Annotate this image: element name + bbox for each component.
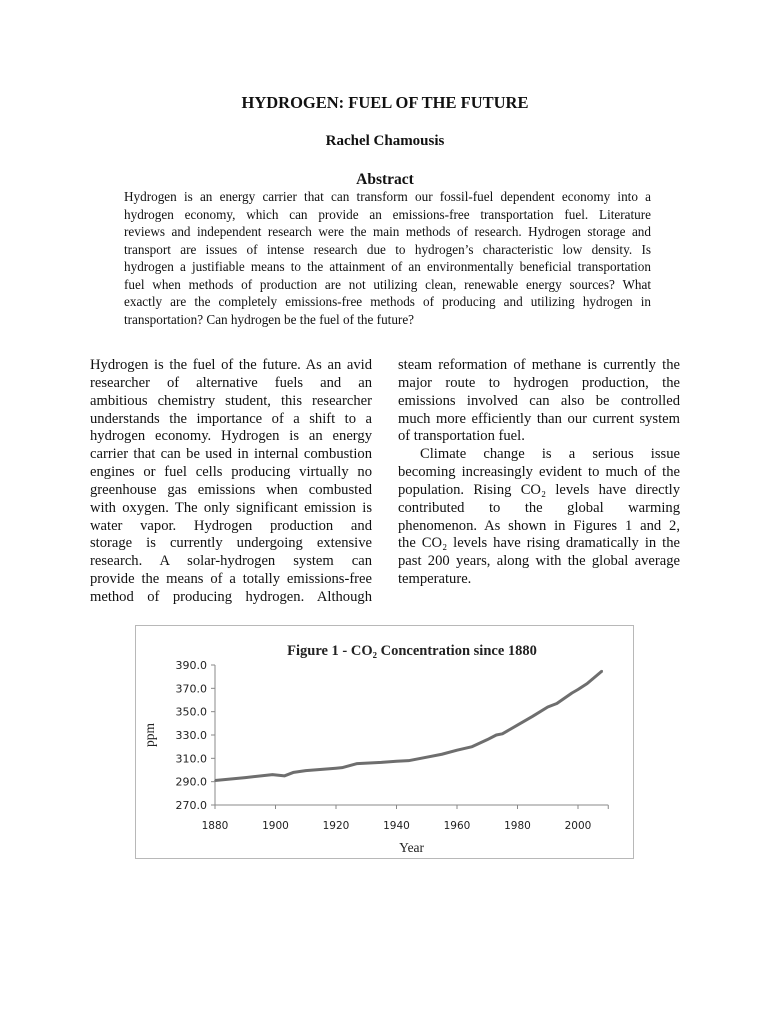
chart-title: Figure 1 - CO₂ Concentration since 1880: [287, 643, 537, 659]
data-point: [502, 733, 504, 735]
data-point: [571, 692, 573, 694]
text-line: provide the means of a totally emissions-free: [90, 571, 372, 588]
data-point: [577, 689, 579, 691]
x-tick-label: 1880: [201, 820, 229, 832]
abstract-heading: Abstract: [356, 171, 414, 188]
data-point: [408, 760, 410, 762]
text-line: steam reformation of methane is currently the: [398, 357, 680, 373]
y-tick-label: 370.0: [175, 682, 207, 696]
data-point: [214, 780, 216, 782]
text-line: exactly are the completely emissions-free methods of producing and utilizing hydrogen in: [124, 294, 651, 309]
data-point: [486, 739, 488, 741]
data-point: [547, 706, 549, 708]
y-tick-label: 270.0: [175, 799, 207, 812]
data-point: [517, 724, 519, 726]
data-point: [356, 763, 358, 765]
data-point: [456, 749, 458, 751]
text-line: contributed to the global warming: [398, 499, 680, 516]
text-line: the CO₂ levels have rising dramatically in the: [398, 535, 680, 552]
text-line: Climate change is a serious issue: [420, 446, 680, 463]
text-line: hydrogen economy. Hydrogen is an energy: [90, 428, 372, 445]
text-line: fuel when methods of production are not utilizing clean, renewable energy sources? What: [124, 276, 651, 292]
text-line: method of producing hydrogen. Although: [90, 588, 372, 605]
text-line: hydrogen economy, which can provide an emissions-free transportation fuel. Literature: [124, 206, 651, 222]
data-point: [471, 746, 473, 748]
data-point: [396, 760, 398, 762]
text-line: hydrogen a justifiable means to the attainment of an environmentally beneficial transportation: [124, 259, 651, 274]
text-line: emissions involved can also be controlled: [398, 392, 680, 409]
author-name: Rachel Chamousis: [325, 133, 445, 149]
text-line: Hydrogen is the fuel of the future. As an avid: [90, 357, 372, 373]
x-axis-label: Year: [399, 840, 425, 855]
text-line: storage is currently undergoing extensive: [90, 535, 372, 552]
data-point: [244, 777, 246, 779]
data-point: [601, 670, 603, 672]
data-point: [284, 775, 286, 777]
text-line: transportation? Can hydrogen be the fuel of the future?: [124, 311, 415, 327]
data-point: [381, 762, 383, 764]
text-line: ambitious chemistry student, this researcher: [90, 392, 372, 409]
co2-series-line: [215, 671, 602, 781]
y-tick-label: 290.0: [175, 775, 207, 789]
y-axis-label: ppm: [142, 722, 157, 748]
body-left-column: [90, 357, 372, 607]
abstract-text: [124, 188, 651, 328]
text-line: major route to hydrogen production, the: [398, 374, 680, 391]
text-line: Hydrogen is an energy carrier that can transform our fossil-fuel dependent economy into a: [124, 189, 651, 204]
x-tick-label: 1900: [262, 820, 289, 832]
text-line: past 200 years, along with the global average: [398, 553, 680, 570]
text-line: water vapor. Hydrogen production and: [90, 517, 372, 534]
text-line: research. A solar-hydrogen system can: [90, 553, 372, 570]
figure-1-chart: [135, 625, 634, 859]
data-point: [556, 703, 558, 705]
text-line: much more efficiently than our current system: [398, 410, 680, 427]
text-line: becoming increasingly evident to much of the: [398, 464, 680, 481]
data-point: [532, 716, 534, 718]
text-line: of transportation fuel.: [398, 428, 525, 445]
y-tick-label: 350.0: [175, 705, 207, 719]
data-point: [586, 683, 588, 685]
y-tick-label: 310.0: [175, 752, 207, 766]
data-point: [293, 772, 295, 774]
x-tick-label: 1980: [504, 820, 531, 832]
text-line: engines or fuel cells producing virtually no: [90, 464, 372, 481]
data-point: [441, 753, 443, 755]
y-tick-label: 330.0: [175, 729, 207, 742]
data-point: [335, 767, 337, 769]
x-tick-label: 1920: [322, 820, 350, 832]
text-line: population. Rising CO₂ levels have directly: [398, 481, 680, 498]
text-line: carrier that can be used in internal combustion: [90, 446, 372, 463]
text-line: temperature.: [398, 571, 472, 588]
text-line: understands the importance of a shift to a: [90, 410, 372, 427]
data-point: [496, 734, 498, 736]
text-line: with oxygen. The only significant emission is: [90, 499, 372, 516]
x-tick-label: 1960: [443, 820, 471, 832]
x-tick-label: 2000: [564, 820, 592, 832]
text-line: phenomenon. As shown in Figures 1 and 2,: [398, 517, 680, 534]
text-line: greenhouse gas emissions when combusted: [90, 481, 372, 498]
paper-title: HYDROGEN: FUEL OF THE FUTURE: [241, 93, 529, 112]
x-tick-label: 1940: [383, 820, 410, 832]
data-point: [341, 767, 343, 769]
data-point: [305, 770, 307, 772]
chart-svg: [136, 626, 633, 858]
body-right-column: [398, 357, 680, 589]
text-line: transport are issues of intense research due to hydrogen’s characteristic low density. Is: [124, 241, 651, 257]
text-line: researcher of alternative fuels and an: [90, 374, 372, 391]
data-point: [426, 756, 428, 758]
data-point: [272, 774, 274, 776]
text-line: reviews and independent research were the main methods of research. Hydrogen storage and: [124, 224, 651, 239]
y-tick-label: 390.0: [175, 659, 207, 672]
